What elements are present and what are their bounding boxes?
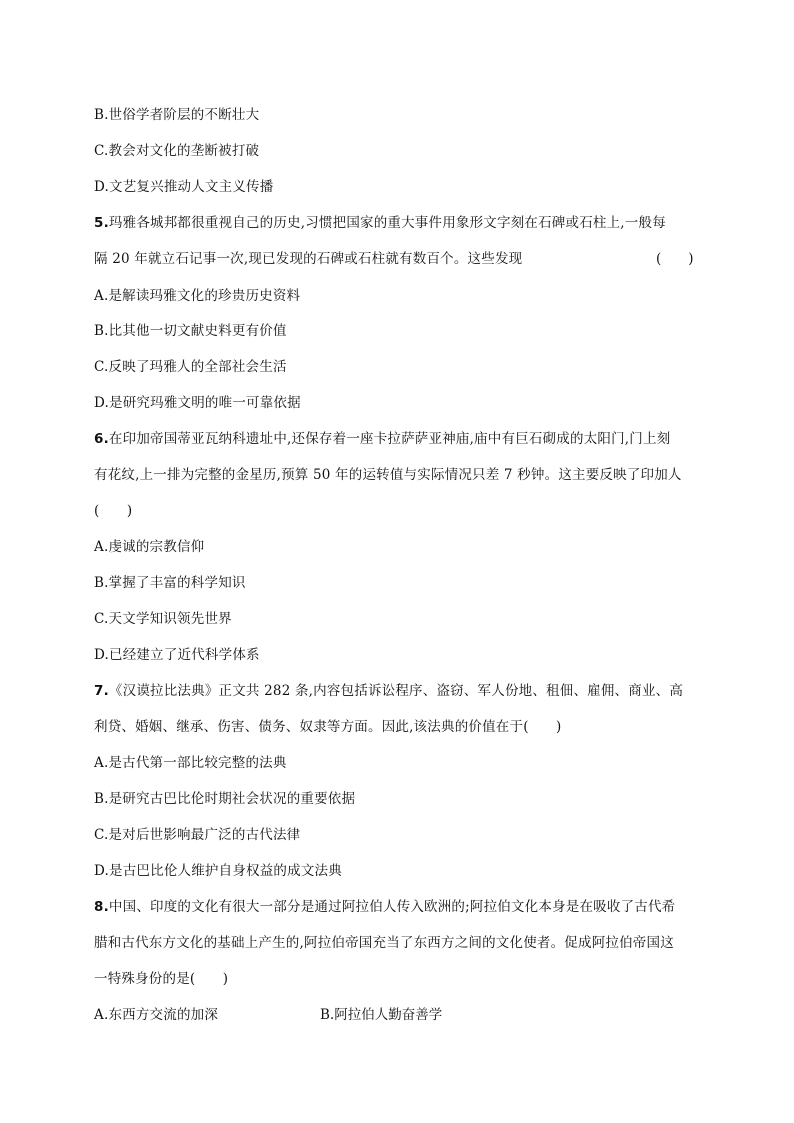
q6-option-d: D.已经建立了近代科学体系: [94, 647, 260, 663]
q5-stem-line1: [94, 214, 666, 232]
q5-option-a: A.是解读玛雅文化的珍贵历史资料: [94, 288, 301, 304]
q8-number: 8.: [94, 899, 109, 915]
q6-option-b: B.掌握了丰富的科学知识: [94, 575, 246, 591]
q5-option-c: C.反映了玛雅人的全部社会生活: [94, 359, 287, 375]
q4-option-d: D.文艺复兴推动人文主义传播: [94, 179, 274, 195]
q6-option-c: C.天文学知识领先世界: [94, 611, 232, 627]
q7-stem-line1: [94, 682, 683, 700]
q8-stem-line1: [94, 898, 675, 916]
q4-option-b: B.世俗学者阶层的不断壮大: [94, 107, 260, 123]
q6-option-a: A.虔诚的宗教信仰: [94, 539, 205, 555]
q5-answer-blank: ( ): [656, 251, 694, 267]
q7-option-b: B.是研究古巴比伦时期社会状况的重要依据: [94, 791, 356, 807]
q8-stem-line2: 腊和古代东方文化的基础上产生的,阿拉伯帝国充当了东西方之间的文化使者。促成阿拉伯帝国这: [94, 935, 674, 951]
q6-answer-blank: ( ): [94, 503, 133, 519]
q5-option-d: D.是研究玛雅文明的唯一可靠依据: [94, 395, 301, 411]
q5-number: 5.: [94, 215, 109, 231]
q7-stem-text1: 《汉谟拉比法典》正文共 282 条,内容包括诉讼程序、盗窃、军人份地、租佃、雇佣、商业、高: [108, 683, 684, 699]
q6-stem-line2: 有花纹,上一排为完整的金星历,预算 50 年的运转值与实际情况只差 7 秒钟。这主要反映了印加人: [94, 467, 682, 483]
q7-number: 7.: [94, 683, 109, 699]
q4-option-c: C.教会对文化的垄断被打破: [94, 143, 260, 159]
q7-option-d: D.是古巴比伦人维护自身权益的成文法典: [94, 863, 342, 879]
q5-stem-line2: 隔 20 年就立石记事一次,现已发现的石碑或石柱就有数百个。这些发现: [94, 251, 523, 267]
q7-option-a: A.是古代第一部比较完整的法典: [94, 755, 287, 771]
q8-option-a: A.东西方交流的加深: [94, 1007, 219, 1023]
q5-option-b: B.比其他一切文献史料更有价值: [94, 323, 287, 339]
q6-number: 6.: [94, 431, 109, 447]
q8-stem-text1: 中国、印度的文化有很大一部分是通过阿拉伯人传入欧洲的;阿拉伯文化本身是在吸收了古代希: [108, 899, 676, 915]
q7-stem-line2: 利贷、婚姻、继承、伤害、债务、奴隶等方面。因此,该法典的价值在于( ): [94, 719, 562, 735]
q6-stem-line1: [94, 430, 670, 448]
q8-stem-line3: 一特殊身份的是( ): [94, 971, 229, 987]
q8-option-b: B.阿拉伯人勤奋善学: [320, 1007, 443, 1023]
q7-option-c: C.是对后世影响最广泛的古代法律: [94, 827, 301, 843]
q6-stem-text1: 在印加帝国蒂亚瓦纳科遗址中,还保存着一座卡拉萨萨亚神庙,庙中有巨石砌成的太阳门,门上刻: [108, 431, 671, 447]
q5-stem-text1: 玛雅各城邦都很重视自己的历史,习惯把国家的重大事件用象形文字刻在石碑或石柱上,一般每: [108, 215, 666, 231]
